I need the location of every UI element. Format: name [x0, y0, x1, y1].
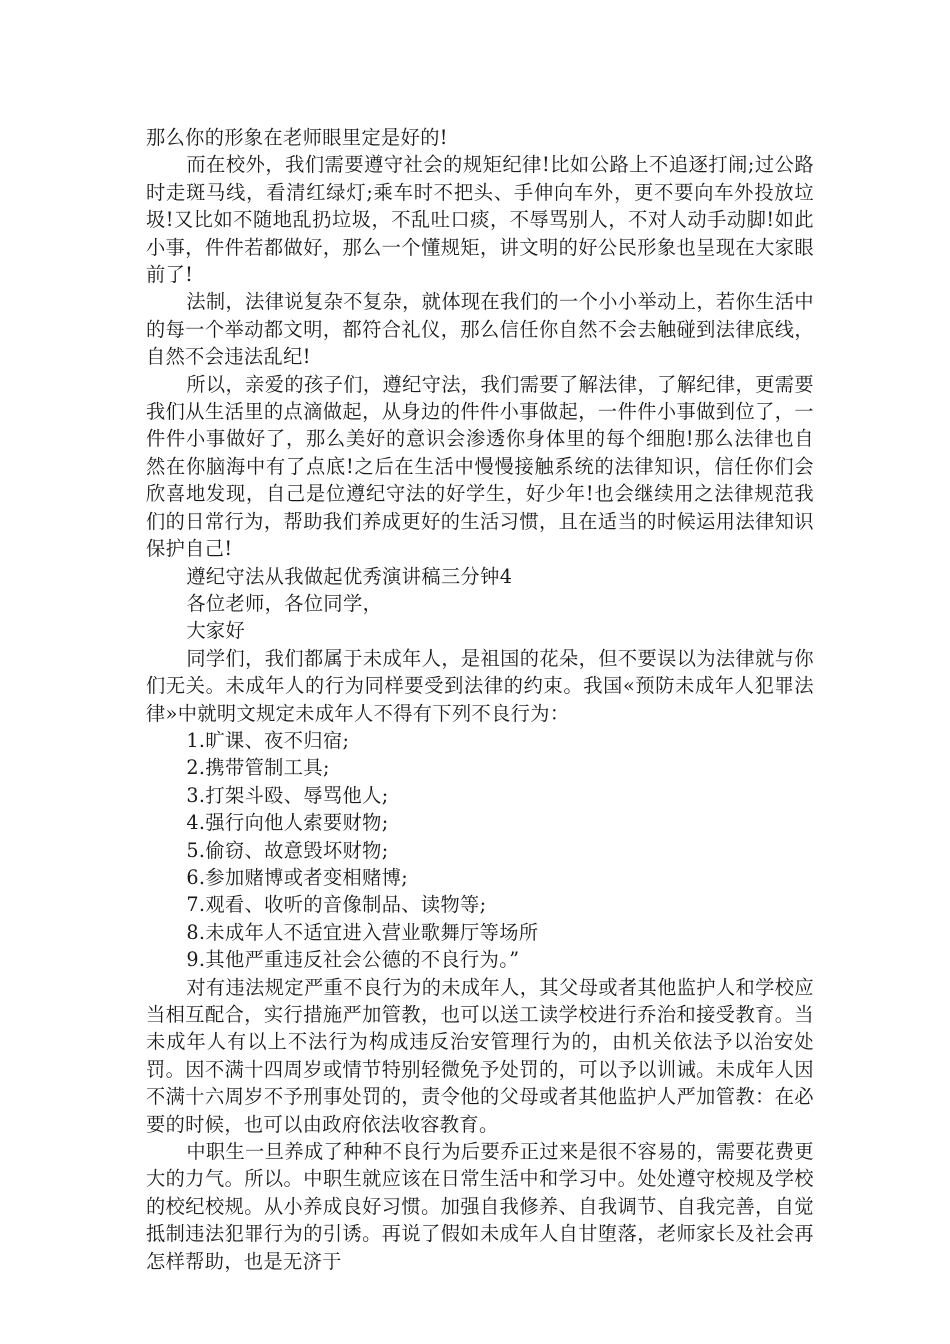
paragraph-conclusion: 所以，亲爱的孩子们，遵纪守法，我们需要了解法律，了解纪律，更需要我们从生活里的点滴做起，从身边的件件小事做起，一件件小事做到位了，一件件小事做好了，那么美好的意识会渗透你身体里的每个细胞!那么法律也自然在你脑海中有了点底!之后在生活中慢慢接触系统的法律知识，信任你们会欣喜地发现，自己是位遵纪守法的好学生，好少年!也会继续用之法律规范我们的日常行为，帮助我们养成更好的生活习惯，且在适当的时候运用法律知识保护自己! [146, 372, 814, 561]
list-item: 1.旷课、夜不归宿; [186, 728, 350, 752]
list-item: 8.未成年人不适宜进入营业歌舞厅等场所 [186, 920, 539, 944]
section-title: 遵纪守法从我做起优秀演讲稿三分钟4 [186, 564, 513, 588]
paragraph-discipline: 对有违法规定严重不良行为的未成年人，其父母或者其他监护人和学校应当相互配合，实行措施严加管教，也可以送工读学校进行乔治和接受教育。当未成年人有以上不法行为构成违反治安管理行为的，由机关依法予以治安处罚。因不满十四周岁或情节特别轻微免予处罚的，可以予以训诫。未成年人因不满十六周岁不予刑事处罚的，责令他的父母或者其他监护人严加管教：在必要的时候，也可以由政府依法收容教育。 [146, 975, 814, 1136]
lead-line: 那么你的形象在老师眼里定是好的! [146, 126, 448, 149]
paragraph-law: 法制，法律说复杂不复杂，就体现在我们的一个小小举动上，若你生活中的每一个举动都文明，都符合礼仪，那么信任你自然不会去触碰到法律底线，自然不会违法乱纪! [146, 290, 814, 369]
paragraph-vocational: 中职生一旦养成了种种不良行为后要乔正过来是很不容易的，需要花费更大的力气。所以。中职生就应该在日常生活中和学习中。处处遵守校规及学校的校纪校规。从小养成良好习惯。加强自我修养、自我调节、自我完善，自觉抵制违法犯罪行为的引诱。再说了假如未成年人自甘堕落，老师家长及社会再怎样帮助，也是无济于 [146, 1140, 814, 1273]
paragraph-school-outside: 而在校外，我们需要遵守社会的规矩纪律!比如公路上不追逐打闹;过公路时走斑马线，看清红绿灯;乘车时不把头、手伸向车外，更不要向车外投放垃圾!又比如不随地乱扔垃圾，不乱吐口痰，不辱骂别人，不对人动手动脚!如此小事，件件若都做好，那么一个懂规矩，讲文明的好公民形象也呈现在大家眼前了! [146, 153, 814, 287]
list-item: 9.其他严重违反社会公德的不良行为。” [186, 948, 520, 972]
list-item: 2.携带管制工具; [186, 756, 330, 780]
list-item: 6.参加赌博或者变相赌博; [186, 865, 409, 889]
list-item: 7.观看、收听的音像制品、读物等; [186, 893, 487, 917]
list-item: 4.强行向他人索要财物; [186, 811, 389, 835]
document-body [146, 124, 814, 1275]
list-item: 3.打架斗殴、辱骂他人; [186, 783, 389, 807]
greeting: 各位老师，各位同学， [186, 591, 383, 615]
list-item: 5.偷窃、故意毁坏财物; [186, 838, 389, 862]
paragraph-intro: 同学们，我们都属于未成年人，是祖国的花朵，但不要误以为法律就与你们无关。未成年人的行为同样要受到法律的约束。我国«预防未成年人犯罪法律»中就明文规定未成年人不得有下列不良行为： [146, 646, 814, 725]
hello: 大家好 [186, 619, 246, 643]
bad-behavior-list [146, 727, 814, 974]
